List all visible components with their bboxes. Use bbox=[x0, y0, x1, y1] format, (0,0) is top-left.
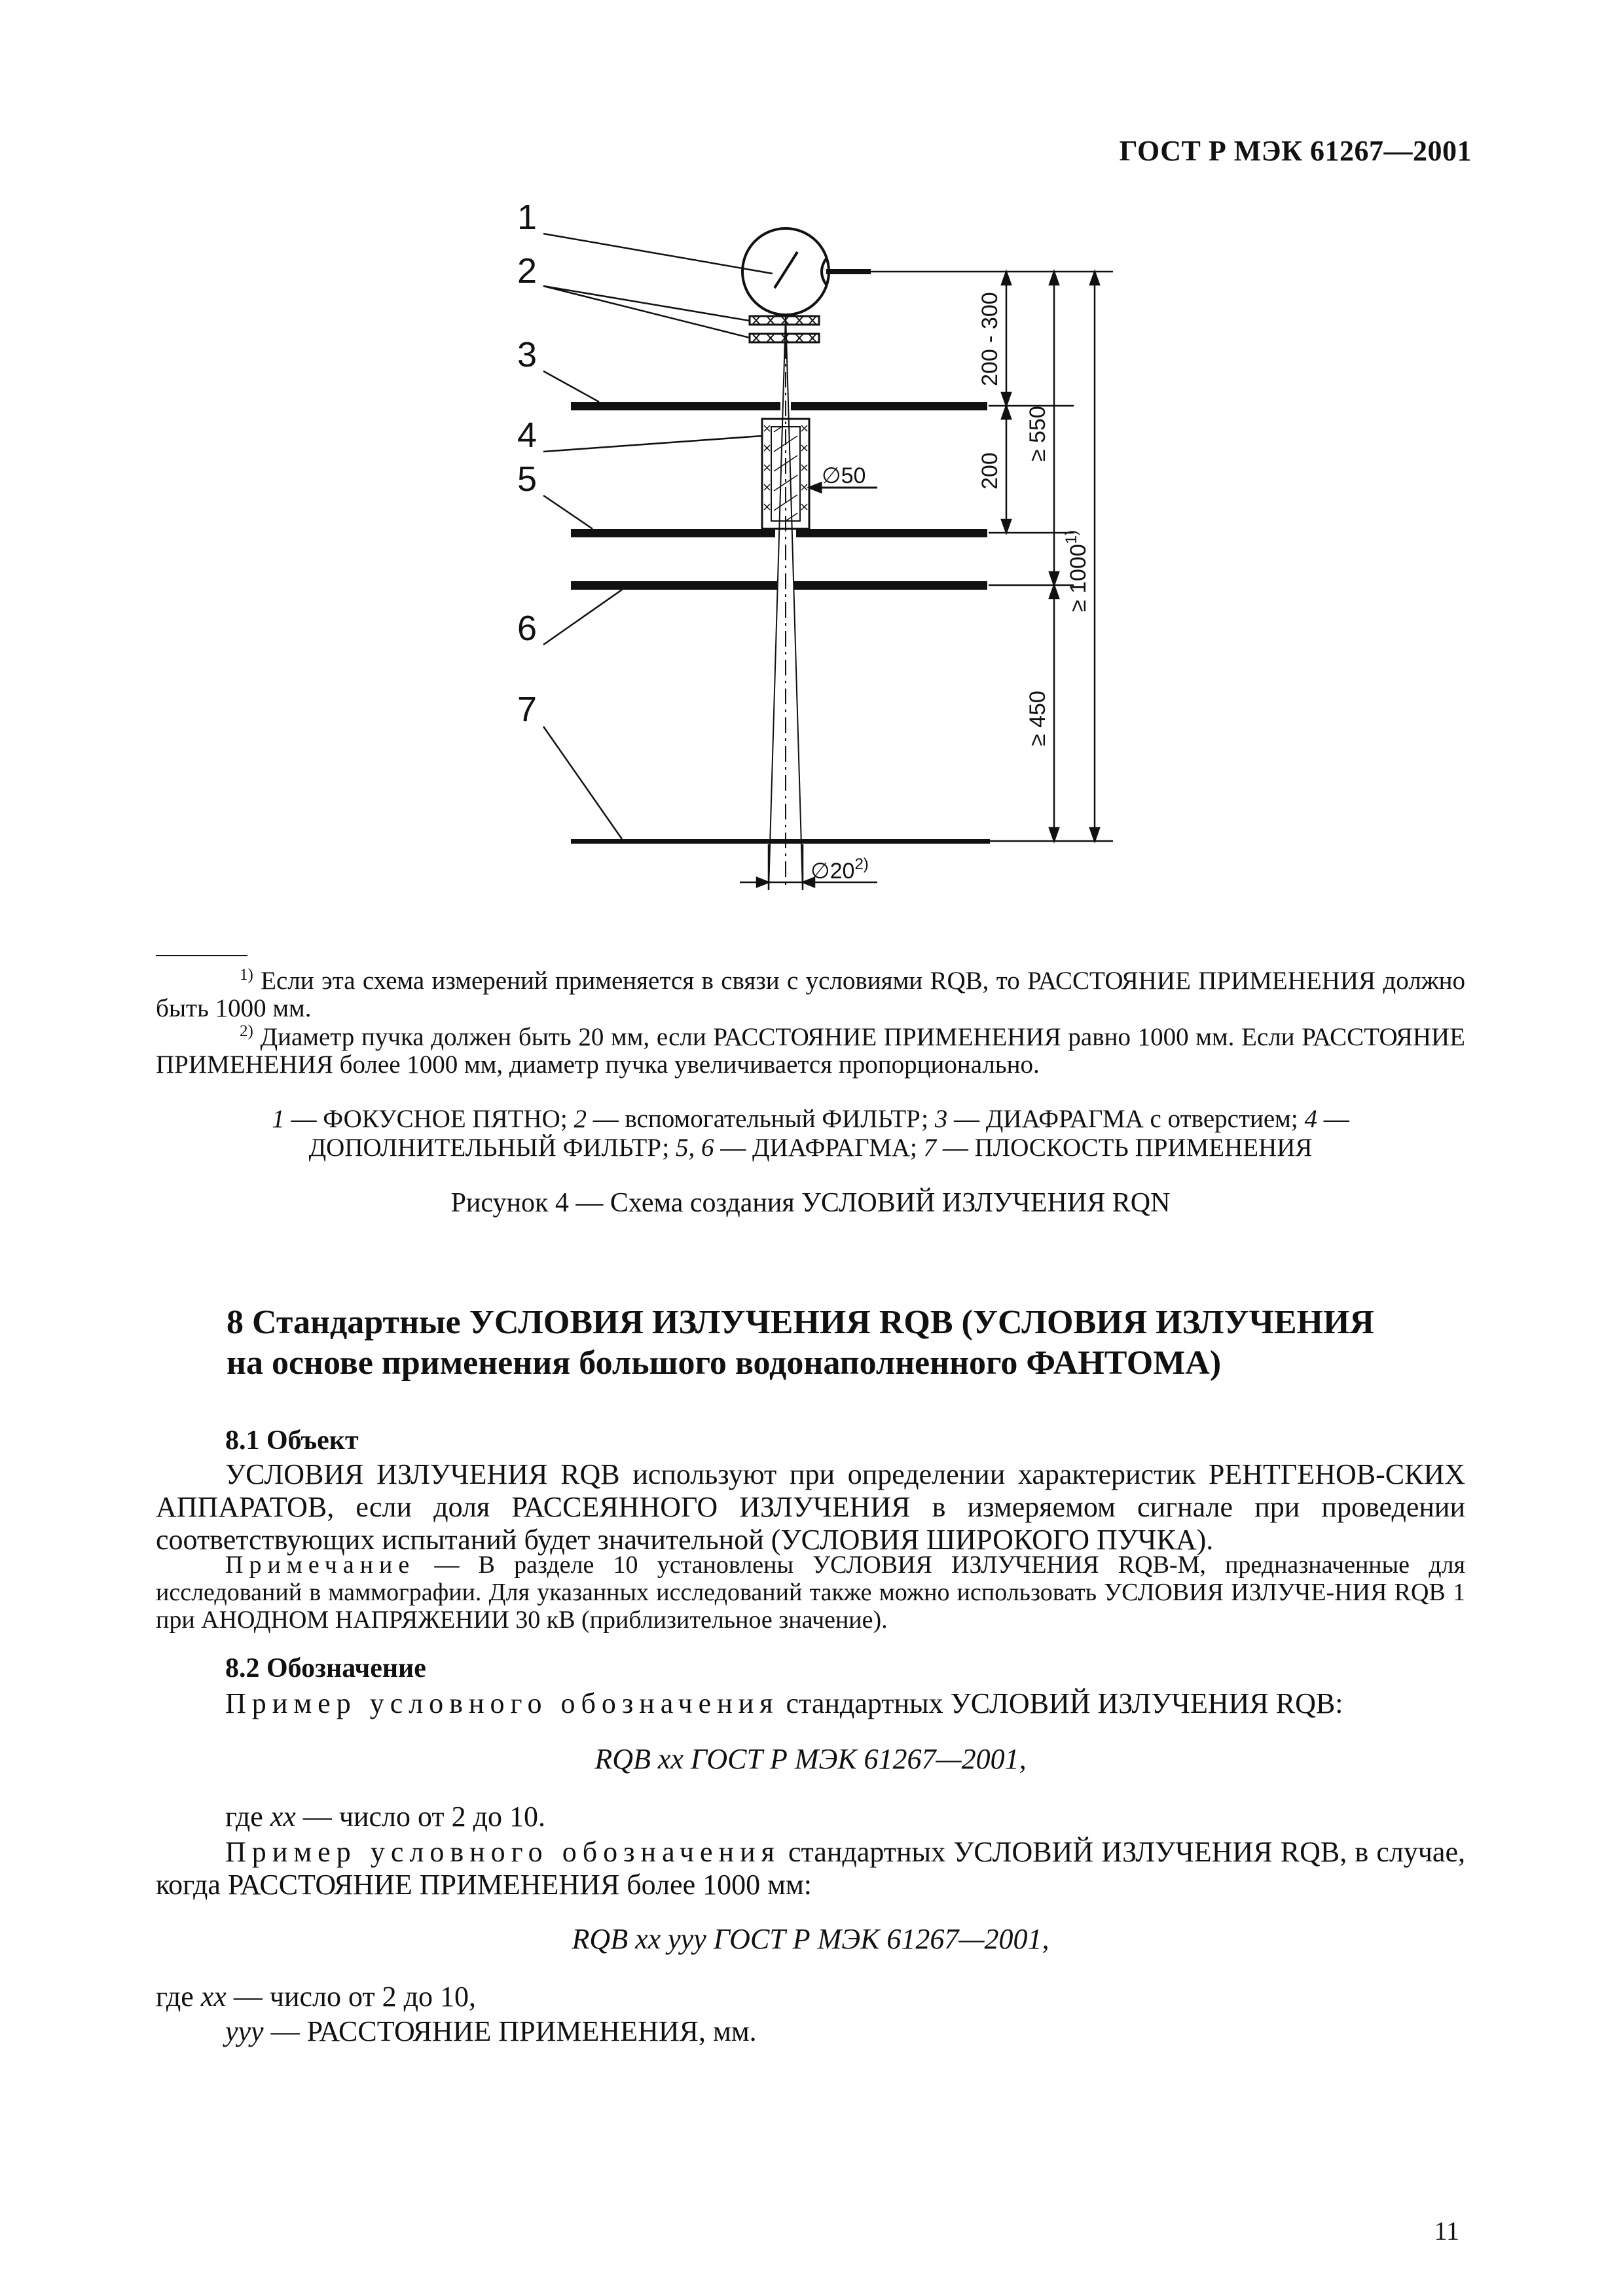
where-1: где xx — число от 2 до 10. bbox=[225, 1801, 546, 1833]
diaphragm-3 bbox=[571, 402, 780, 410]
callout-1: 1 bbox=[517, 198, 538, 237]
dimension-1000: ≥ $1000^{1)}$ bbox=[1063, 529, 1091, 612]
footnote-1: $^{1)}$ Если эта схема измерений применяется в связи с условиями RQB, то РАССТОЯНИЕ ПРИМЕНЕНИЯ должно быть 1000 мм. bbox=[156, 966, 1466, 1022]
where-3: yyy — РАССТОЯНИЕ ПРИМЕНЕНИЯ, мм. bbox=[225, 2015, 757, 2047]
example-2-text: Пример условного обозначения стандартных УСЛОВИЙ ИЗЛУЧЕНИЯ RQB, в случае, когда РАССТОЯНИЕ ПРИМЕНЕНИЯ более 1000 мм: bbox=[156, 1836, 1465, 1901]
document-header: ГОСТ Р МЭК 61267—2001 bbox=[1119, 135, 1472, 167]
dimension-450: ≥ 450 bbox=[1025, 691, 1050, 746]
formula-1: RQB xx ГОСТ Р МЭК 61267—2001, bbox=[594, 1743, 1027, 1775]
callout-5: 5 bbox=[517, 459, 538, 499]
formula-2: RQB xx yyy ГОСТ Р МЭК 61267—2001, bbox=[572, 1923, 1049, 1955]
dimension-200-300: 200 - 300 bbox=[977, 292, 1002, 386]
example-1-text: Пример условного обозначения стандартных УСЛОВИЙ ИЗЛУЧЕНИЯ RQB: bbox=[225, 1687, 1343, 1719]
dimension-200: 200 bbox=[977, 452, 1002, 490]
subsection-8-1-text: УСЛОВИЯ ИЗЛУЧЕНИЯ RQB используют при определении характеристик РЕНТГЕНОВ-СКИХ АППАРАТОВ, если доля РАССЕЯННОГО ИЗЛУЧЕНИЯ в измеряемом сигнале при проведении соответствующих испытаний будет значительной (УСЛОВИЯ ШИРОКОГО ПУЧКА). bbox=[156, 1458, 1465, 1556]
diaphragm-5 bbox=[571, 529, 775, 537]
figure-caption: Рисунок 4 — Схема создания УСЛОВИЙ ИЗЛУЧЕНИЯ RQN bbox=[450, 1188, 1171, 1218]
callout-4: 4 bbox=[517, 416, 538, 455]
callout-3: 3 bbox=[517, 335, 538, 374]
callout-7: 7 bbox=[517, 690, 538, 729]
figure-legend: 1 — ФОКУСНОЕ ПЯТНО; 2 — вспомогательный ФИЛЬТР; 3 — ДИАФРАГМА с отверстием; 4 — ДОПОЛНИТЕЛЬНЫЙ ФИЛЬТР; 5, 6 — ДИАФРАГМА; 7 — ПЛОСКОСТЬ ПРИМЕНЕНИЯ bbox=[272, 1105, 1349, 1162]
section-8-title: 8 Стандартные УСЛОВИЯ ИЗЛУЧЕНИЯ RQB (УСЛОВИЯ ИЗЛУЧЕНИЯ на основе применения большого водонаполненного ФАНТОМА) bbox=[227, 1304, 1374, 1382]
where-2: где xx — число от 2 до 10, bbox=[156, 1981, 477, 2013]
note: Примечание — В разделе 10 установлены УСЛОВИЯ ИЗЛУЧЕНИЯ RQB-M, предназначенные для исследований в маммографии. Для указанных исследований также можно использовать УСЛОВИЯ ИЗЛУЧЕ-НИЯ RQB 1 при АНОДНОМ НАПРЯЖЕНИИ 30 кВ (приблизительное значение). bbox=[156, 1551, 1465, 1634]
callout-2: 2 bbox=[517, 251, 538, 291]
footnote-divider bbox=[156, 955, 247, 956]
subsection-8-2-title: 8.2 Обозначение bbox=[225, 1653, 426, 1683]
footnote-2: $^{2)}$ Диаметр пучка должен быть 20 мм, если РАССТОЯНИЕ ПРИМЕНЕНИЯ равно 1000 мм. Если РАССТОЯНИЕ ПРИМЕНЕНИЯ более 1000 мм, диаметр пучка увеличивается пропорционально. bbox=[156, 1022, 1465, 1079]
dimension-dia50: ∅50 bbox=[822, 463, 866, 488]
plane-of-application bbox=[571, 839, 990, 844]
dimension-550: ≥ 550 bbox=[1025, 406, 1050, 461]
page-number: 11 bbox=[1434, 2216, 1459, 2246]
diaphragm-6 bbox=[571, 581, 778, 590]
figure-4-diagram bbox=[0, 0, 1623, 916]
dimension-dia20: ∅20$^{2)}$ bbox=[811, 855, 869, 884]
subsection-8-1-title: 8.1 Объект bbox=[225, 1426, 359, 1456]
callout-6: 6 bbox=[517, 609, 538, 648]
